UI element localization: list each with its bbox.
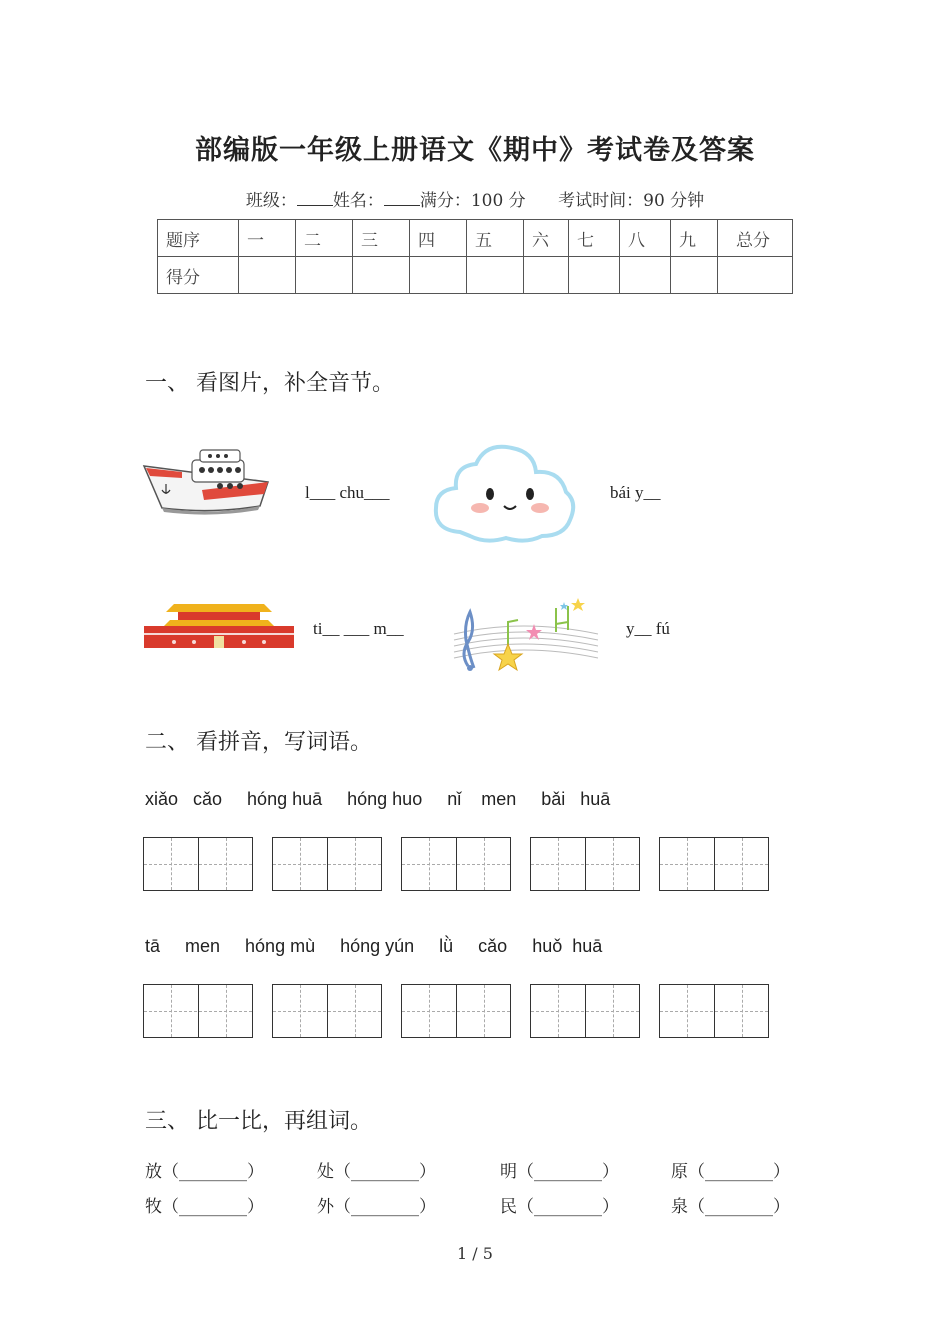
- score-row-label: 得分: [158, 257, 239, 294]
- compare-item[interactable]: 原（________）: [671, 1162, 790, 1182]
- score-cell[interactable]: [569, 257, 620, 294]
- compare-item[interactable]: 处（________）: [317, 1162, 436, 1182]
- writing-grid[interactable]: [659, 984, 769, 1038]
- compare-item[interactable]: 民（________）: [500, 1197, 619, 1217]
- score-cell[interactable]: [620, 257, 671, 294]
- score-cell[interactable]: [718, 257, 793, 294]
- compare-item[interactable]: 泉（________）: [671, 1197, 790, 1217]
- score-table-header-row: [158, 220, 793, 257]
- table-header-cell: 六: [524, 220, 569, 257]
- table-header-cell: 总分: [718, 220, 793, 257]
- writing-grid[interactable]: [272, 837, 382, 891]
- fill-item-ship[interactable]: l___ chu___: [305, 483, 390, 502]
- name-label: 姓名：: [332, 191, 384, 211]
- exam-time: 考试时间：90 分钟: [558, 191, 705, 211]
- writing-grid[interactable]: [143, 984, 253, 1038]
- score-cell[interactable]: [467, 257, 524, 294]
- music-notes-icon: [452, 594, 600, 674]
- table-header-cell: 二: [296, 220, 353, 257]
- writing-grid[interactable]: [530, 984, 640, 1038]
- name-blank: [384, 191, 420, 206]
- writing-grid[interactable]: [401, 984, 511, 1038]
- score-table: [157, 219, 793, 294]
- compare-item[interactable]: 明（________）: [500, 1162, 619, 1182]
- tiananmen-icon: [144, 600, 294, 650]
- writing-grid[interactable]: [401, 837, 511, 891]
- table-header-cell: 一: [239, 220, 296, 257]
- section-1-title: 一、 看图片，补全音节。: [145, 371, 394, 396]
- table-header-cell: 四: [410, 220, 467, 257]
- cloud-icon: [430, 440, 580, 546]
- full-score: 满分：100 分: [419, 191, 526, 211]
- score-table-score-row: [158, 257, 793, 294]
- page-title: 部编版一年级上册语文《期中》考试卷及答案: [195, 135, 755, 166]
- compare-item[interactable]: 外（________）: [317, 1197, 436, 1217]
- pinyin-row-2: tā men hóng mù hóng yún lǜ cǎo huǒ huā: [145, 936, 603, 956]
- table-header-cell: 三: [353, 220, 410, 257]
- class-blank: [297, 191, 333, 206]
- score-cell[interactable]: [353, 257, 410, 294]
- score-cell[interactable]: [524, 257, 569, 294]
- fill-item-cloud[interactable]: bái y__: [610, 483, 661, 502]
- page-number: 1 / 5: [457, 1244, 493, 1263]
- section-3-title: 三、 比一比，再组词。: [145, 1109, 372, 1134]
- section-2-title: 二、 看拼音，写词语。: [145, 730, 372, 755]
- fill-item-tiananmen[interactable]: ti__ ___ m__: [313, 619, 404, 638]
- score-cell[interactable]: [296, 257, 353, 294]
- fill-item-music[interactable]: y__ fú: [626, 619, 670, 638]
- compare-item[interactable]: 牧（________）: [145, 1197, 264, 1217]
- ship-icon: [142, 444, 272, 516]
- table-header-cell: 五: [467, 220, 524, 257]
- pinyin-row-1: xiǎo cǎo hóng huā hóng huo nǐ men bǎi huā: [145, 789, 611, 809]
- score-cell[interactable]: [410, 257, 467, 294]
- score-cell[interactable]: [671, 257, 718, 294]
- compare-item[interactable]: 放（________）: [145, 1162, 264, 1182]
- table-header-cell: 七: [569, 220, 620, 257]
- exam-info: [0, 186, 950, 211]
- class-label: 班级：: [245, 191, 297, 211]
- table-header-cell: 题序: [158, 220, 239, 257]
- score-cell[interactable]: [239, 257, 296, 294]
- table-header-cell: 九: [671, 220, 718, 257]
- writing-grid[interactable]: [143, 837, 253, 891]
- writing-grid[interactable]: [272, 984, 382, 1038]
- table-header-cell: 八: [620, 220, 671, 257]
- writing-grid[interactable]: [530, 837, 640, 891]
- writing-grid[interactable]: [659, 837, 769, 891]
